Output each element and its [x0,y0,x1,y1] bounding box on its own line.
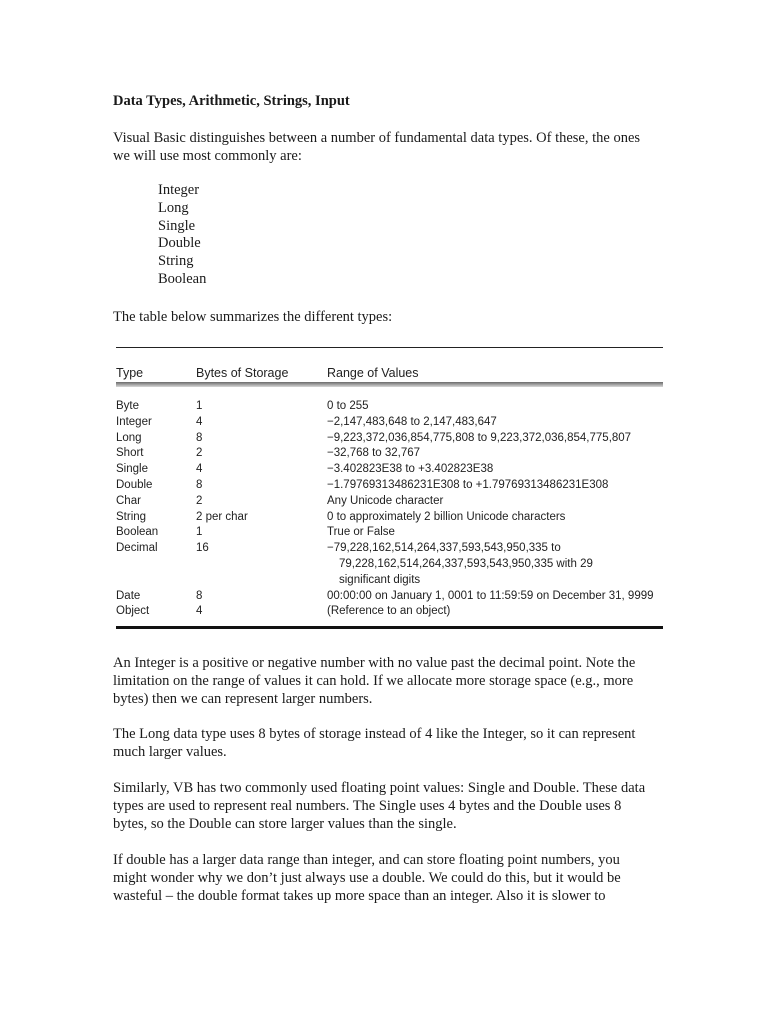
table-row [116,525,663,541]
table-row [116,494,663,510]
list-item: Integer [158,182,200,198]
long-paragraph: The Long data type uses 8 bytes of storage instead of 4 like the Integer, so it can represent much larger values. [113,726,636,760]
type-cell: Decimal [116,542,158,555]
bytes-cell: 1 [196,526,203,539]
range-line: −2,147,483,648 to 2,147,483,647 [327,415,497,428]
table-body [116,387,663,620]
type-cell: Object [116,605,150,618]
header-bytes: Bytes of Storage [196,366,289,380]
range-cell [327,431,657,447]
range-cell [327,589,657,605]
range-line: True or False [327,526,395,539]
common-types-list [158,182,206,289]
list-item: Boolean [158,270,207,287]
range-cell [327,478,657,494]
range-cell [327,525,657,541]
integer-paragraph: An Integer is a positive or negative number with no value past the decimal point. Note the limitation on the range of values it can hold. If we allocate more storage space (e.g., more bytes) then we can represent larger numbers. [113,655,636,707]
table-row [116,589,663,605]
bytes-cell: 8 [196,431,203,444]
range-cell [327,604,657,620]
range-line: −3.402823E38 to +3.402823E38 [327,463,494,476]
table-row [116,462,663,478]
type-cell: Integer [116,415,152,428]
document-title: Data Types, Arithmetic, Strings, Input [113,93,350,109]
table-row [116,541,663,588]
table-row [116,604,663,620]
range-line: significant digits [339,573,421,586]
range-line: −79,228,162,514,264,337,593,543,950,335 to [327,542,561,555]
range-line: 0 to 255 [327,400,369,412]
table-header [116,348,663,386]
table-row [116,478,663,494]
table-row [116,431,663,447]
range-line: −9,223,372,036,854,775,808 to 9,223,372,036,854,775,807 [327,431,632,444]
range-cell [327,510,657,526]
range-cell [327,446,657,462]
bytes-cell: 8 [196,589,203,602]
type-cell: Byte [116,400,140,412]
list-item: Double [158,235,201,252]
type-cell: Short [116,447,144,460]
list-item: Single [158,217,196,234]
table-caption: The table below summarizes the different types: [113,309,393,325]
double-paragraph: If double has a larger data range than integer, and can store floating point numbers, you might wonder why we don’t just always use a double. We could do this, but it would be wasteful – the double format takes up more space than an integer. Also it is slower to [113,852,621,904]
type-cell: Char [116,494,141,507]
table-bottom-rule [116,626,663,629]
list-item: String [158,253,194,270]
list-item: Long [158,199,189,216]
data-types-table [116,347,663,629]
range-line: Any Unicode character [327,494,444,507]
type-cell: Date [116,589,141,602]
bytes-cell: 4 [196,605,203,618]
bytes-cell: 2 [196,494,203,507]
type-cell: String [116,510,147,523]
table-row [116,446,663,462]
floating-point-paragraph: Similarly, VB has two commonly used floating point values: Single and Double. These data types are used to represent real numbers. The Single uses 4 bytes and the Double uses 8 bytes, so the Double can store larger values than the single. [113,780,646,832]
range-line: −1.79769313486231E308 to +1.79769313486231E308 [327,478,609,491]
bytes-cell: 8 [196,478,203,491]
header-type: Type [116,366,144,380]
type-cell: Single [116,463,148,476]
range-line: 00:00:00 on January 1, 0001 to 11:59:59 on December 31, 9999 [327,589,654,602]
bytes-cell: 4 [196,415,203,428]
range-cell [327,399,657,415]
bytes-cell: 2 per char [196,510,248,523]
range-cell [327,541,657,588]
type-cell: Long [116,431,142,444]
range-line: −32,768 to 32,767 [327,447,421,460]
type-cell: Boolean [116,526,159,539]
range-cell [327,494,657,510]
intro-paragraph: Visual Basic distinguishes between a number of fundamental data types. Of these, the ones we will use most commonly are: [113,130,641,164]
type-cell: Double [116,478,153,491]
bytes-cell: 1 [196,400,203,412]
table-row [116,510,663,526]
bytes-cell: 16 [196,542,209,555]
bytes-cell: 4 [196,463,203,476]
range-cell [327,462,657,478]
range-line: (Reference to an object) [327,605,451,618]
header-range: Range of Values [327,366,419,380]
range-cell [327,415,657,431]
table-row [116,415,663,431]
table-row [116,399,663,415]
range-line: 79,228,162,514,264,337,593,543,950,335 with 29 [339,557,593,570]
bytes-cell: 2 [196,447,203,460]
range-line: 0 to approximately 2 billion Unicode characters [327,510,566,523]
